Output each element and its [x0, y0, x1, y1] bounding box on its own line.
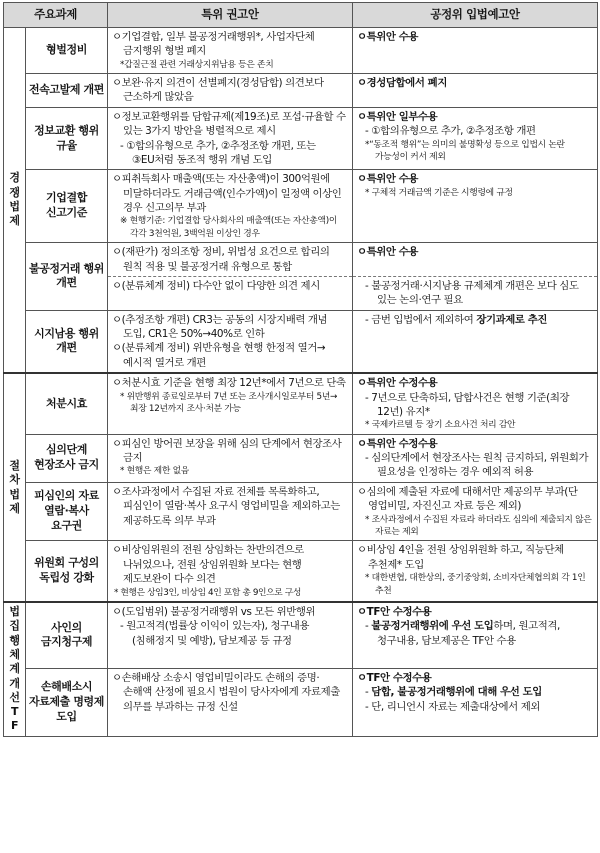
line-text: ㅇ특위안 수정수용 [357, 377, 438, 390]
proposal-cell [353, 434, 598, 482]
bullet-text [112, 30, 348, 59]
line-text: ㅇTF안 수정수용 [357, 671, 432, 684]
line-text: ㅇ비상임 4인을 전원 상임위원화 하고, 직능단체 추천제* 도입 [357, 544, 564, 571]
line-text: ㅇ(추정조항 개편) CR3는 공동의 시장지배력 개념 도입, CR1은 50%→40%로 인하 [112, 313, 328, 341]
recommendation-cell [108, 310, 353, 373]
line-text: - 불공정거래·시지남용 규제체계 개편은 보다 심도 있는 논의·연구 필요 [365, 279, 579, 307]
footnote-text [357, 187, 593, 199]
category-label [4, 27, 26, 373]
line-text: ㅇ처분시효 기준을 현행 최장 12년*에서 7년으로 단축 [112, 377, 346, 390]
task-label: 정보교환 행위 규율 [26, 107, 108, 169]
table-row [4, 243, 598, 277]
task-label: 처분시효 [26, 373, 108, 434]
bullet-text [112, 376, 348, 390]
category-text: 경쟁법제 [9, 171, 20, 228]
footnote-text [112, 587, 348, 599]
reform-comparison-table [3, 2, 598, 737]
proposal-cell [353, 27, 598, 73]
line-text: * 대한변협, 대한상의, 중기중앙회, 소비자단체협의회 각 1인 추천 [365, 573, 586, 596]
header-recommendation: 특위 권고안 [108, 3, 353, 28]
header-row [4, 3, 598, 28]
emphasis-text: 장기과제로 추진 [476, 313, 548, 326]
bullet-text [112, 172, 348, 215]
task-label: 기업결합 신고기준 [26, 170, 108, 243]
proposal-cell [353, 310, 598, 373]
bullet-text [112, 671, 348, 714]
line-text: 하며, 원고적격, 청구내용, 담보제공은 TF안 수용 [377, 620, 560, 647]
bullet-text [112, 543, 348, 586]
table-row [4, 668, 598, 736]
category-label [4, 373, 26, 602]
line-text: ㅇ특위안 일부수용 [357, 110, 438, 123]
line-text: ㅇ(분류체계 정비) 다수안 없이 다양한 의견 제시 [112, 279, 320, 292]
line-text: *“동조적 행위”는 의미의 불명확성 등으로 입법시 논란 가능성이 커서 제외 [365, 139, 565, 162]
line-text: ㅇ(도입범위) 불공정거래행위 vs 모든 위반행위 [112, 606, 316, 619]
recommendation-cell [108, 602, 353, 668]
line-text: - 7년으로 단축하되, 담합사건은 현행 기준(최장 12년) 유지* [365, 391, 570, 418]
recommendation-cell [108, 27, 353, 73]
line-text: ※ 현행기준: 기업결합 당사회사의 매출액(또는 자산총액)이 각각 3천억원, 3백억원 이상인 경우 [120, 216, 338, 239]
task-label: 심의단계 현장조사 금지 [26, 434, 108, 482]
bullet-text [112, 279, 348, 293]
line-text: ㅇ특위안 수용 [357, 30, 419, 43]
recommendation-cell [108, 482, 353, 541]
line-text: ㅇ피심인 방어권 보장을 위해 심의 단계에서 현장조사 금지 [112, 437, 342, 465]
recommendation-cell [108, 434, 353, 482]
recommendation-cell [108, 541, 353, 602]
bullet-text [357, 376, 593, 390]
bullet-text [357, 124, 593, 138]
line-text: ㅇTF안 수정수용 [357, 606, 432, 619]
bullet-text [112, 619, 348, 648]
line-text: ㅇ(재판가) 정의조항 정비, 위법성 요건으로 합리의 원칙 적용 및 불공정거래 유형으로 통합 [112, 246, 330, 273]
table-row [4, 541, 598, 602]
bullet-text [112, 605, 348, 619]
table-row [4, 602, 598, 668]
footnote-text [357, 419, 593, 431]
footnote-text [112, 59, 348, 71]
line-text: ㅇ비상임위원의 전원 상임화는 찬반의견으로 나뉘었으나, 전원 상임위원화 보다는 현행 제도보완이 다수 의견 [112, 544, 304, 586]
proposal-cell [353, 668, 598, 736]
line-text: ㅇ심의에 제출된 자료에 대해서만 제공의무 부과(단 영업비밀, 자진신고 자료 등은 제외) [357, 485, 578, 513]
category-label [4, 602, 26, 736]
bullet-text [357, 391, 593, 420]
bullet-text [112, 139, 348, 168]
line-text: - [365, 620, 372, 633]
bullet-text [357, 30, 593, 44]
line-text: - ①합의유형으로 추가, ②추정조항 개편, 또는 ③EU처럼 동조적 행위 개념 도입 [120, 139, 316, 166]
line-text: ㅇ특위안 수용 [357, 246, 419, 259]
category-text: 법집행체계개선TF [9, 605, 20, 733]
task-label: 전속고발제 개편 [26, 74, 108, 108]
proposal-cell [353, 74, 598, 108]
line-text: *갑질근절 관련 거래상지위남용 등은 존치 [120, 59, 274, 70]
header-proposal: 공정위 입법예고안 [353, 3, 598, 28]
line-text: * 현행은 상임3인, 비상임 4인 포함 총 9인으로 구성 [114, 587, 301, 598]
footnote-text [112, 215, 348, 240]
line-text: - 심의단계에서 현장조사는 원칙 금지하되, 위원회가 필요성을 인정하는 경우 예외적 허용 [365, 452, 589, 479]
table-row [4, 107, 598, 169]
bullet-text [357, 685, 593, 699]
bullet-text [112, 313, 348, 342]
line-text: ㅇ특위안 수용 [357, 173, 419, 186]
task-label: 형벌정비 [26, 27, 108, 73]
line-text: ㅇ(분류체계 정비) 위반유형을 현행 한정적 열거→예시적 열거로 개편 [112, 342, 326, 369]
table-row [4, 27, 598, 73]
bullet-text [112, 76, 348, 105]
emphasis-text: 담합, 불공정거래행위에 대해 우선 도입 [371, 686, 542, 699]
bullet-text [357, 451, 593, 480]
table-row [4, 170, 598, 243]
line-text: * 국제카르텔 등 장기 소요사건 처리 감안 [365, 420, 516, 431]
bullet-text [357, 619, 593, 648]
footnote-text [112, 465, 348, 477]
recommendation-cell [108, 276, 353, 310]
bullet-text [357, 700, 593, 714]
line-text: ㅇ경성담합에서 폐지 [357, 77, 447, 90]
task-label: 불공정거래 행위 개편 [26, 243, 108, 310]
line-text: ㅇ보완·유지 의견이 선별폐지(경성담합) 의견보다 근소하게 많았음 [112, 77, 324, 104]
task-label: 시지남용 행위 개편 [26, 310, 108, 373]
line-text: ㅇ기업결합, 일부 불공정거래행위*, 사업자단체 금지행위 형벌 폐지 [112, 30, 315, 58]
table-row [4, 310, 598, 373]
line-text: ㅇ특위안 수정수용 [357, 437, 438, 450]
recommendation-cell [108, 170, 353, 243]
bullet-text [112, 110, 348, 139]
task-label: 손해배소시 자료제출 명령제 도입 [26, 668, 108, 736]
bullet-text [357, 313, 593, 327]
recommendation-cell [108, 74, 353, 108]
recommendation-cell [108, 668, 353, 736]
proposal-cell [353, 373, 598, 434]
bullet-text [357, 110, 593, 124]
proposal-cell [353, 602, 598, 668]
line-text: - ①합의유형으로 추가, ②추정조항 개편 [365, 125, 536, 138]
proposal-cell [353, 541, 598, 602]
bullet-text [357, 172, 593, 186]
header-main-task: 주요과제 [4, 3, 108, 28]
line-text: * 위반행위 종료일로부터 7년 또는 조사개시일로부터 5년→ 최장 12년까지 조사·처분 가능 [120, 391, 338, 414]
recommendation-cell [108, 243, 353, 277]
line-text: ㅇ손해배상 소송시 영업비밀이라도 손해의 증명·손해액 산정에 필요시 법원이 당사자에게 자료제출 의무를 부과하는 규정 신설 [112, 671, 340, 713]
line-text: * 현행은 제한 없음 [120, 466, 189, 477]
bullet-text [112, 245, 348, 274]
bullet-text [112, 437, 348, 466]
bullet-text [357, 76, 593, 90]
bullet-text [357, 485, 593, 514]
proposal-cell [353, 243, 598, 277]
table-row [4, 373, 598, 434]
recommendation-cell [108, 373, 353, 434]
bullet-text [112, 341, 348, 370]
bullet-text [357, 543, 593, 572]
recommendation-cell [108, 107, 353, 169]
line-text: * 구체적 거래금액 기준은 시행령에 규정 [365, 187, 513, 198]
line-text: - 원고적격(법률상 이익이 있는자), 청구내용(침해정지 및 예방), 담보제공 등 규정 [120, 620, 310, 647]
bullet-text [357, 245, 593, 259]
table-row [4, 74, 598, 108]
category-text: 절차법제 [9, 458, 20, 515]
footnote-text [112, 391, 348, 416]
footnote-text [357, 139, 593, 164]
line-text: ㅇ정보교환행위를 담합규제(제19조)로 포섭·규율할 수 있는 3가지 방안을 병렬적으로 제시 [112, 110, 346, 138]
proposal-cell [353, 170, 598, 243]
table-row [4, 434, 598, 482]
task-label: 사인의 금지청구제 [26, 602, 108, 668]
bullet-text [357, 605, 593, 619]
proposal-cell [353, 276, 598, 310]
task-label: 위원회 구성의 독립성 강화 [26, 541, 108, 602]
line-text: - 단, 리니언시 자료는 제출대상에서 제외 [365, 700, 540, 713]
footnote-text [357, 514, 593, 539]
bullet-text [357, 437, 593, 451]
emphasis-text: 불공정거래행위에 우선 도입 [371, 620, 494, 633]
proposal-cell [353, 482, 598, 541]
bullet-text [357, 671, 593, 685]
line-text: - 금번 입법에서 제외하여 [365, 313, 477, 326]
proposal-cell [353, 107, 598, 169]
bullet-text [357, 279, 593, 308]
line-text: ㅇ피취득회사 매출액(또는 자산총액)이 300억원에 미달하더라도 거래금액(인수가액)이 일정액 이상인 경우 신고의무 부과 [112, 173, 342, 214]
line-text: * 조사과정에서 수집된 자료라 하더라도 심의에 제출되지 않은 자료는 제외 [365, 514, 592, 537]
table-row [4, 482, 598, 541]
footnote-text [357, 572, 593, 597]
line-text: ㅇ조사과정에서 수집된 자료 전체를 목록화하고, 피심인이 열람·복사 요구시 영업비밀을 제외하고는 제공하도록 의무 부과 [112, 485, 340, 527]
bullet-text [112, 485, 348, 528]
line-text: - [365, 686, 372, 699]
task-label: 피심인의 자료 열람·복사 요구권 [26, 482, 108, 541]
